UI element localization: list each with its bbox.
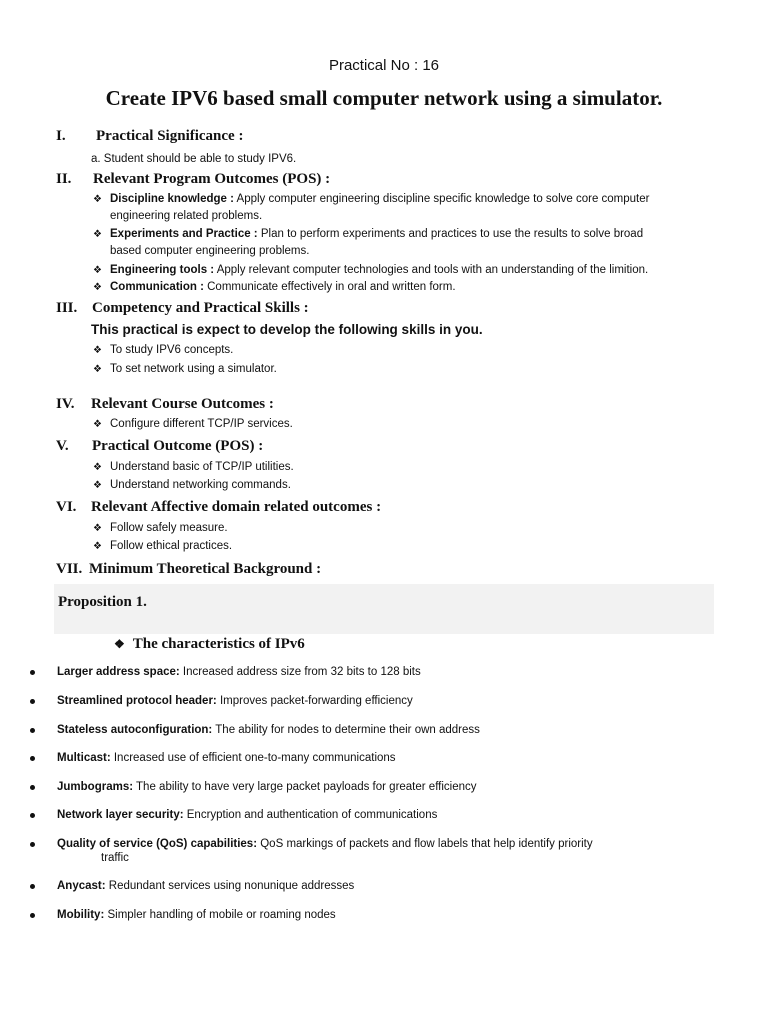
section-heading-program-outcomes: II. Relevant Program Outcomes (POS) : [56,171,331,187]
bullet-dot-icon [30,842,35,847]
diamond-bullet-icon: ❖ [93,523,102,534]
bullet-dot-icon [30,699,35,704]
list-item: ❖ Discipline knowledge : Apply computer engineering discipline specific knowledge to solve core computer engineering related problems. [93,193,650,222]
list-item: ❖ Engineering tools : Apply relevant computer technologies and tools with an understanding of the limition. [93,262,713,279]
list-item: ❖ To study IPV6 concepts. [93,342,713,359]
bullet-dot-icon [30,913,35,918]
list-item: ❖ Follow ethical practices. [93,538,713,555]
bullet-dot-icon [30,884,35,889]
list-item: ❖ To set network using a simulator. [93,361,713,378]
competency-intro: This practical is expect to develop the following skills in you. [91,322,483,337]
section-heading-competency: III. Competency and Practical Skills : [56,300,309,316]
practical-number: Practical No : 16 [328,57,440,74]
diamond-bullet-icon: ❖ [93,265,102,276]
bullet-dot-icon [30,813,35,818]
diamond-bullet-icon: ❖ [93,364,102,375]
page-title: Create IPV6 based small computer network using a simulator. [105,86,663,110]
proposition-box [54,584,714,634]
bullet-dot-icon [30,756,35,761]
list-item: ❖ Follow safely measure. [93,520,713,537]
diamond-bullet-icon: ❖ [93,462,102,473]
diamond-bullet-icon: ❖ [114,637,125,651]
section-heading-significance: I. Practical Significance : [56,128,244,144]
significance-line: a. Student should be able to study IPV6. [91,153,297,165]
diamond-bullet-icon: ❖ [93,194,102,205]
list-item: ❖ Experiments and Practice : Plan to perform experiments and practices to use the results to solve broad based computer engineering problems. [93,228,644,257]
diamond-bullet-icon: ❖ [93,282,102,293]
characteristics-heading: ❖ The characteristics of IPv6 [114,636,305,652]
diamond-bullet-icon: ❖ [93,229,102,240]
diamond-bullet-icon: ❖ [93,541,102,552]
bullet-dot-icon [30,785,35,790]
section-heading-theoretical-background: VII. Minimum Theoretical Background : [56,561,322,577]
diamond-bullet-icon: ❖ [93,419,102,430]
proposition-label: Proposition 1. [58,594,147,610]
list-item: ❖ Understand basic of TCP/IP utilities. [93,459,713,476]
list-item: ❖ Understand networking commands. [93,477,713,494]
list-item: ❖ Communication : Communicate effectively in oral and written form. [93,279,713,296]
list-item: ❖ Configure different TCP/IP services. [93,416,713,433]
diamond-bullet-icon: ❖ [93,480,102,491]
bullet-dot-icon [30,670,35,675]
bullet-dot-icon [30,728,35,733]
document-page: Practical No : 16 Create IPV6 based small computer network using a simulator. I. Practical Significance : a. Student should be able to study IPV6. II. Relevant Program Outcomes (POS) : ❖ Discipline knowledge : Apply computer engineering discipline specific knowledge to solve core computer engineering related problems. ❖ Experiments and Practice : Plan to perform experiments and practices to use the results to solve broad based computer engineering problems. ❖ Engineering tools : Apply relevant computer technologies and tools with an understanding of the limition. ❖ Communication : Communicate effectively in oral and written form. III. Competency and Practical Skills : This practical is expect to develop the following skills in you. ❖ To study IPV6 concepts. ❖ To set network using a simulator. IV. Relevant Course Outcomes : ❖ Configure different TCP/IP services. V. Practical Outcome (POS) : ❖ Understand basic of TCP/IP utilities. ❖ Understand networking commands. VI. Relevant Affective domain related outcomes : ❖ Follow safely measure. ❖ Follow ethical practices. VII. Minimum Theoretical Background : Proposition 1. ❖ The characteristics of IPv6 Larger address space: Increased address size from 32 bits to 128 bits Streamlined protocol header: Improves packet-forwarding efficiency Stateless autoconfiguration: The ability for nodes to determine their own address Multicast: Increased use of efficient one-to-many communications Jumbograms: The ability to have very large packet payloads for greater efficiency Network layer security: Encryption and authentication of communications Quality of service (QoS) capabilities: QoS markings of packets and flow labels that help identify priority traffic Anycast: Redundant services using nonunique addresses Mobility: Simpler handling of mobile or roaming nodes [0,0,768,1024]
section-heading-affective-outcomes: VI. Relevant Affective domain related outcomes : [56,499,382,515]
diamond-bullet-icon: ❖ [93,345,102,356]
section-heading-practical-outcome: V. Practical Outcome (POS) : [56,438,264,454]
section-heading-course-outcomes: IV. Relevant Course Outcomes : [56,396,274,412]
